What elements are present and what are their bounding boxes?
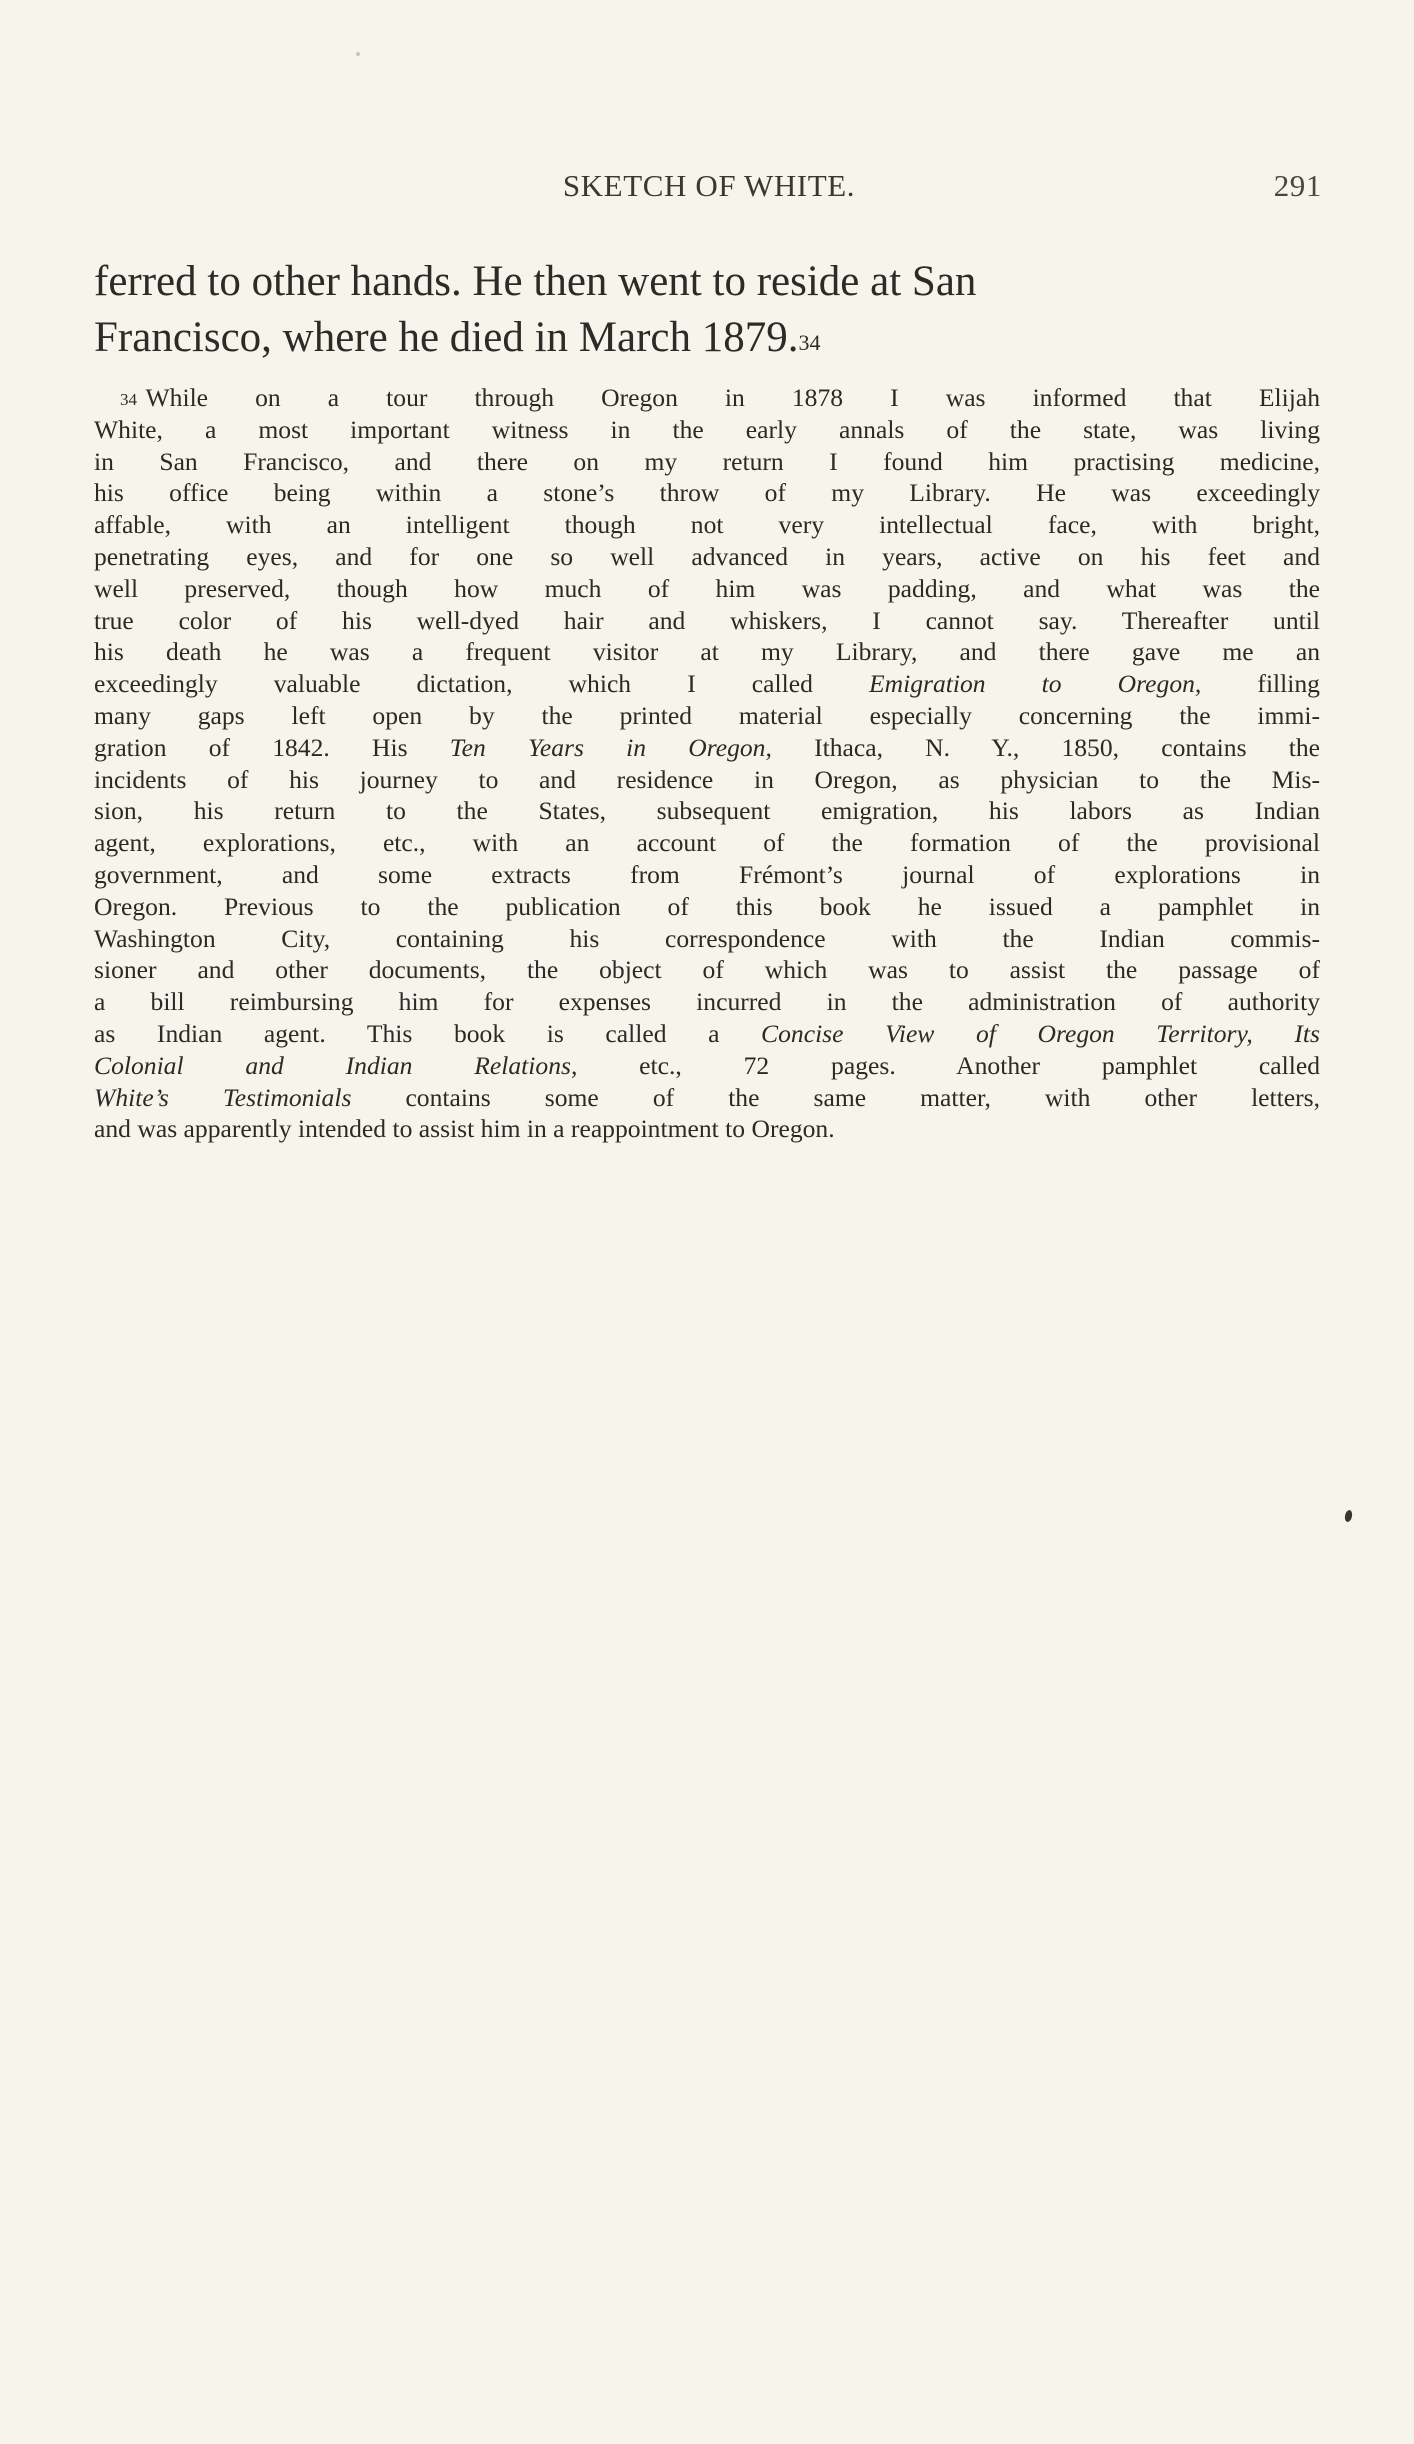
footnote-text: Ithaca, N. Y., 1850, contains the	[771, 732, 1320, 762]
footnote-text: exceedingly valuable dictation, which I called	[94, 669, 869, 699]
italic-title: White’s Testimonials	[94, 1082, 352, 1112]
footnote-text: and was apparently intended to assist him in a reappointment to Oregon.	[94, 1114, 835, 1144]
italic-title: Ten Years in Oregon,	[449, 732, 772, 762]
footnote-text: a bill reimbursing him for expenses incurred in the administration of authority	[94, 987, 1320, 1017]
footnote-text: Oregon. Previous to the publication of this book he issued a pamphlet in	[94, 891, 1320, 921]
footnote-text: Washington City, containing his correspondence with the Indian commis-	[94, 923, 1320, 953]
footnote-text: as Indian agent. This book is called a	[94, 1018, 762, 1048]
footnote-line	[94, 573, 1320, 605]
paper-speck	[356, 52, 360, 56]
footnote-line	[94, 795, 1320, 827]
footnote-line	[94, 1050, 1320, 1082]
footnote-line	[94, 986, 1320, 1018]
footnote-text: incidents of his journey to and residence in Oregon, as physician to the Mis-	[94, 764, 1320, 794]
footnote-text: well preserved, though how much of him was padding, and what was the	[94, 573, 1320, 603]
footnote-text: White, a most important witness in the early annals of the state, was living	[94, 414, 1320, 444]
footnote-text: contains some of the same matter, with other letters,	[351, 1082, 1321, 1112]
footnote-text: penetrating eyes, and for one so well advanced in years, active on his feet and	[94, 541, 1320, 571]
footnote-line	[94, 477, 1320, 509]
footnote-text: sion, his return to the States, subsequent emigration, his labors as Indian	[94, 796, 1320, 826]
footnote-text: his office being within a stone’s throw of my Library. He was exceedingly	[94, 478, 1320, 508]
footnote-line	[94, 732, 1320, 764]
footnote-line	[94, 891, 1320, 923]
footnote-line	[94, 700, 1320, 732]
footnote-line	[94, 509, 1320, 541]
footnote-line	[94, 414, 1320, 446]
italic-title: Colonial and Indian Relations,	[94, 1050, 578, 1080]
footnote-line	[94, 668, 1320, 700]
footnote-text: etc., 72 pages. Another pamphlet called	[577, 1050, 1320, 1080]
footnote-text: his death he was a frequent visitor at my Library, and there gave me an	[94, 637, 1320, 667]
running-title: SKETCH OF WHITE.	[562, 168, 856, 203]
footnote-reference: 34	[798, 330, 821, 355]
footnote-line	[94, 827, 1320, 859]
footnote-text: While on a tour through Oregon in 1878 I was informed that Elijah	[145, 383, 1320, 412]
footnote-text: affable, with an intelligent though not very intellectual face, with bright,	[94, 510, 1320, 540]
footnote-line	[94, 764, 1320, 796]
main-text-line: Francisco, where he died in March 1879.	[94, 314, 799, 361]
ink-spot	[1344, 1509, 1353, 1522]
running-header	[96, 168, 1322, 212]
footnote-line	[94, 1018, 1320, 1050]
footnote-number: 34	[120, 390, 146, 409]
footnote-line	[94, 382, 1320, 414]
footnote-line	[94, 859, 1320, 891]
footnote-line	[94, 636, 1320, 668]
footnote	[94, 382, 1320, 1145]
footnote-line	[94, 923, 1320, 955]
footnote-text: in San Francisco, and there on my return I found him practising medicine,	[94, 446, 1320, 476]
main-paragraph	[94, 254, 1320, 366]
main-text-line: ferred to other hands. He then went to reside at San	[94, 258, 977, 305]
italic-title: Concise View of Oregon Territory, Its	[761, 1018, 1320, 1048]
footnote-line	[94, 605, 1320, 637]
footnote-text: government, and some extracts from Frémont’s journal of explorations in	[94, 859, 1320, 889]
footnote-text: gration of 1842. His	[94, 732, 450, 762]
footnote-text: filling	[1201, 669, 1320, 699]
footnote-text: sioner and other documents, the object of which was to assist the passage of	[94, 955, 1320, 985]
italic-title: Emigration to Oregon,	[869, 669, 1202, 699]
footnote-text: many gaps left open by the printed material especially concerning the immi-	[94, 700, 1320, 730]
footnote-line	[94, 446, 1320, 478]
footnote-text: true color of his well-dyed hair and whiskers, I cannot say. Thereafter until	[94, 605, 1320, 635]
footnote-text: agent, explorations, etc., with an account of the formation of the provisional	[94, 828, 1320, 858]
footnote-line	[94, 954, 1320, 986]
footnote-line	[94, 1113, 1320, 1145]
footnote-line	[94, 1082, 1320, 1114]
page-number: 291	[1273, 168, 1322, 203]
footnote-line	[94, 541, 1320, 573]
